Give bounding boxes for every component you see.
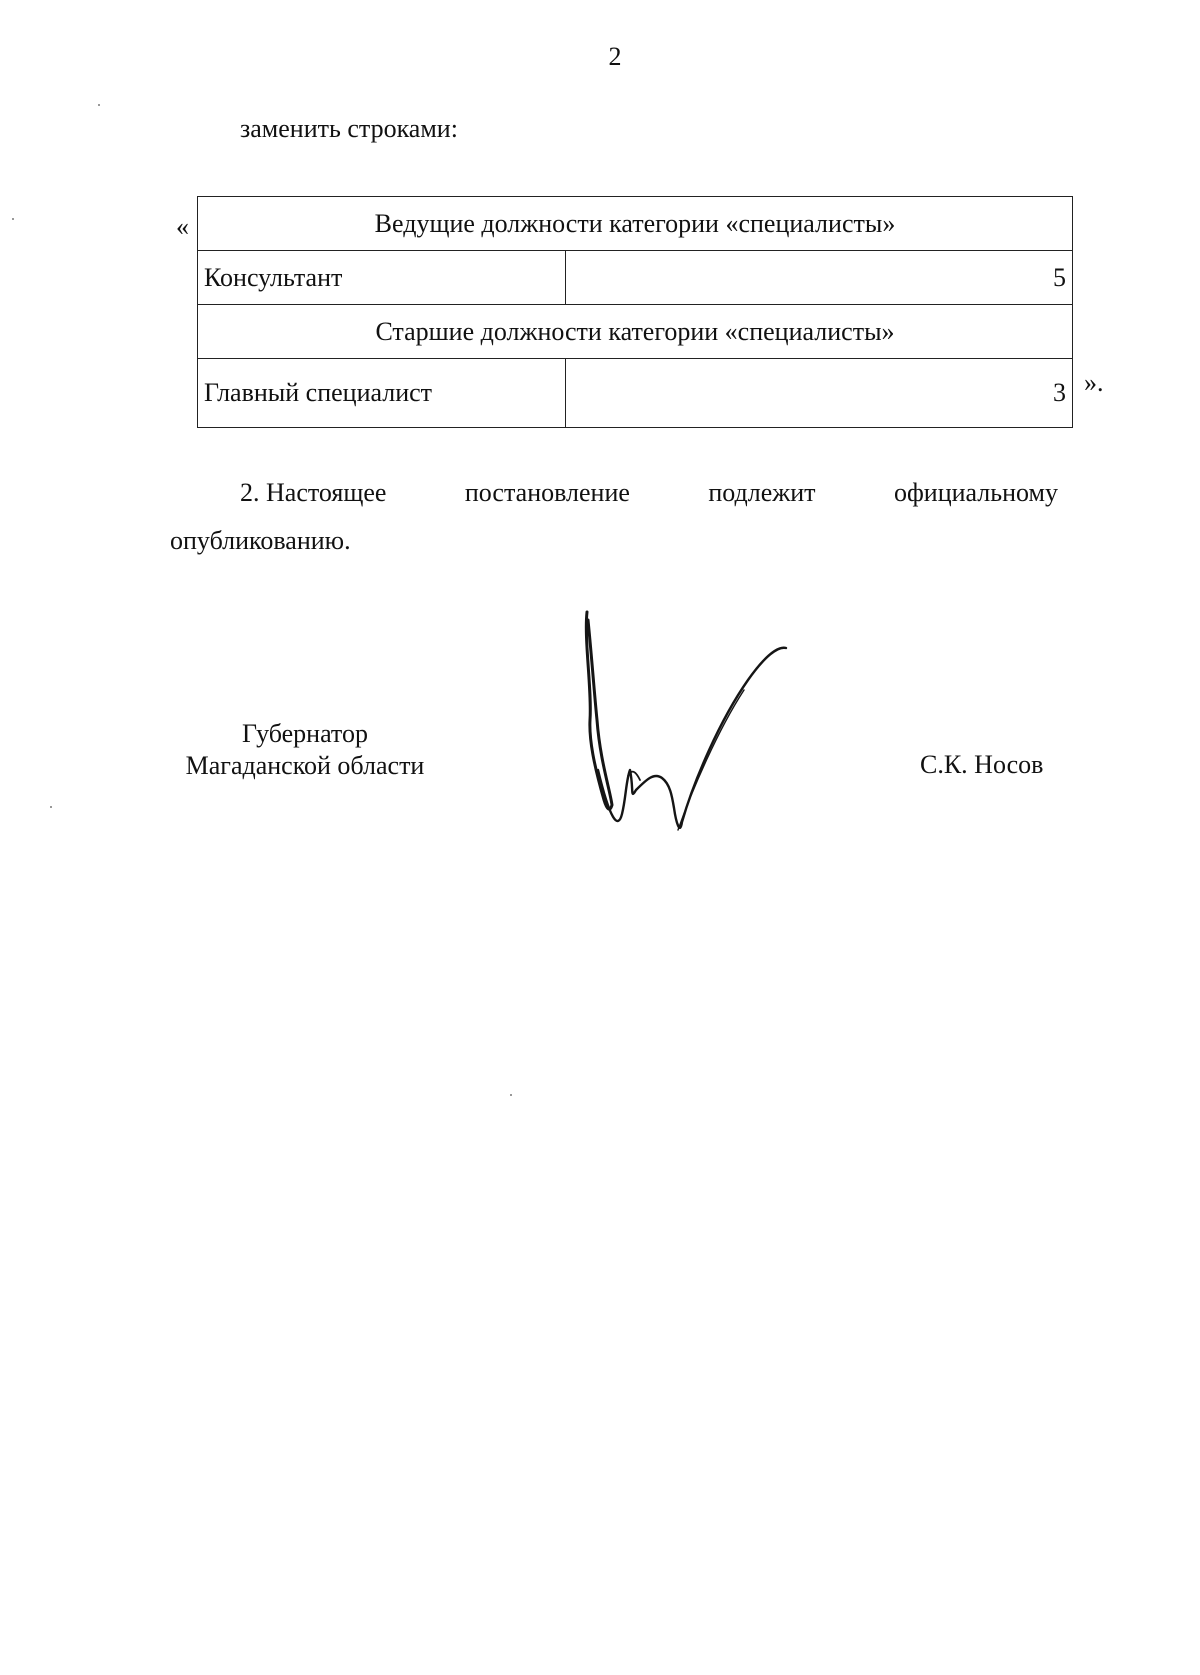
- section-heading: Ведущие должности категории «специалисты»: [198, 197, 1073, 251]
- table-row: [198, 251, 1073, 305]
- signer-title-line: Магаданской области: [185, 751, 425, 780]
- table-section-row: [198, 197, 1073, 251]
- paragraph-word: официальному: [893, 478, 1058, 507]
- position-name-cell: Консультант: [198, 251, 566, 305]
- publication-paragraph: [240, 478, 1058, 508]
- paragraph-tail: опубликованию.: [170, 526, 351, 555]
- intro-text: заменить строками:: [240, 114, 458, 143]
- paragraph-word: постановление: [464, 478, 630, 507]
- position-count-cell: 3: [566, 359, 1073, 428]
- table-row: [198, 359, 1073, 428]
- position-name-cell: Главный специалист: [198, 359, 566, 428]
- position-count-cell: 5: [566, 251, 1073, 305]
- handwritten-signature: [570, 600, 830, 850]
- opening-quote: «: [176, 212, 189, 241]
- scan-artifact: [50, 806, 52, 808]
- scan-artifact: [510, 1094, 512, 1096]
- paragraph-word: подлежит: [708, 478, 816, 507]
- table-section-row: [198, 305, 1073, 359]
- signer-title: [150, 718, 460, 782]
- scan-artifact: [98, 104, 100, 106]
- positions-table: [197, 196, 1073, 428]
- section-heading: Старшие должности категории «специалисты»: [198, 305, 1073, 359]
- closing-quote: ».: [1084, 368, 1104, 397]
- paragraph-word: 2. Настоящее: [240, 478, 387, 507]
- page-number: 2: [608, 42, 622, 71]
- scan-artifact: [12, 218, 14, 220]
- signer-title-line: Губернатор: [242, 719, 368, 748]
- signer-name: С.К. Носов: [920, 750, 1044, 779]
